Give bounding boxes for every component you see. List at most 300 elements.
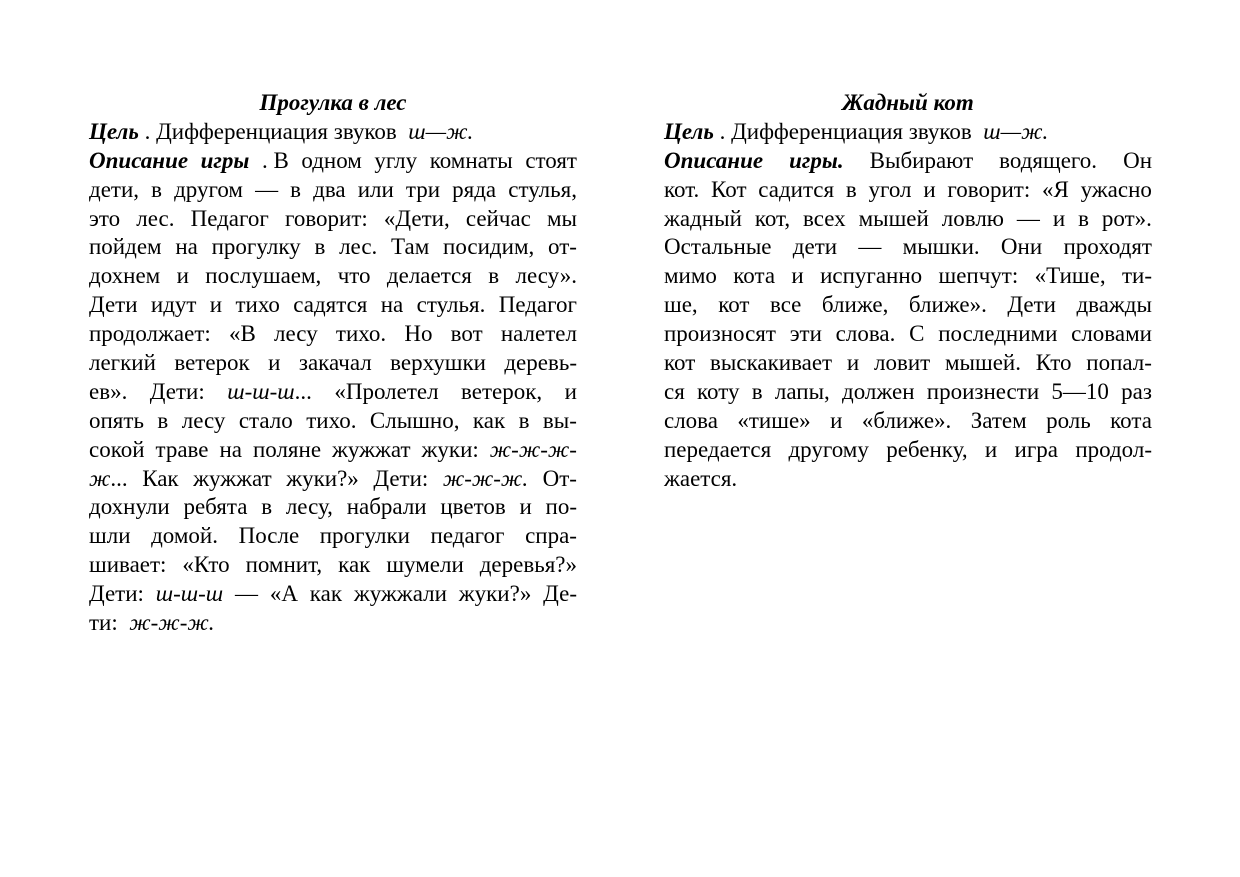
word-group — [1123, 147, 1152, 176]
word: спра- — [525, 523, 577, 549]
word: другому — [788, 436, 869, 462]
word-group — [290, 176, 301, 205]
word: . В — [261, 147, 289, 173]
word-group — [89, 436, 145, 465]
word-group — [182, 407, 226, 436]
word-group — [862, 407, 951, 436]
word: Описание — [89, 147, 189, 173]
word-group — [89, 320, 211, 349]
word: последними — [938, 321, 1058, 347]
word-group — [999, 147, 1097, 176]
word: Он — [1123, 147, 1152, 173]
word-group — [788, 436, 868, 465]
word: ребята — [183, 494, 248, 520]
word-group — [370, 407, 460, 436]
word: Кот — [711, 176, 747, 202]
word: и — [519, 494, 532, 520]
word: жуки?» — [286, 465, 359, 491]
word: и — [176, 263, 189, 289]
word: мышей. — [944, 350, 1021, 376]
word-group — [183, 493, 247, 522]
word: на — [175, 234, 198, 260]
right-text-line — [664, 378, 1152, 407]
word: раз — [1121, 378, 1152, 404]
word-group — [473, 407, 505, 436]
word-group — [1102, 205, 1152, 234]
word-group — [299, 349, 372, 378]
word: «Пролетел — [334, 378, 439, 404]
word: лесу — [274, 321, 318, 347]
word: на — [219, 436, 242, 462]
word-group — [903, 233, 980, 262]
word-group — [235, 580, 258, 609]
word-group — [150, 378, 205, 407]
word: ужасно — [1080, 176, 1152, 202]
word-group — [791, 262, 803, 291]
word: в — [151, 176, 162, 202]
word-group — [354, 580, 447, 609]
word: в — [290, 176, 302, 202]
word: Они — [1000, 234, 1043, 260]
word-group — [239, 407, 293, 436]
left-text-line — [89, 522, 577, 551]
word-group — [89, 262, 160, 291]
word: пойдем — [89, 234, 162, 260]
word: стоят — [525, 147, 577, 173]
word-group — [846, 176, 857, 205]
word-group — [89, 465, 128, 494]
left-goal-label: Цель — [89, 118, 139, 144]
word: — — [858, 234, 882, 260]
word-group — [384, 205, 450, 234]
word-group — [822, 291, 888, 320]
word-group — [89, 609, 124, 638]
word-group — [431, 522, 505, 551]
word-group — [461, 378, 542, 407]
word: слова. — [835, 321, 896, 347]
word-group — [151, 176, 162, 205]
word: педагог — [430, 523, 505, 549]
word: водящего. — [999, 147, 1098, 173]
right-body-text — [664, 147, 1152, 494]
word-group — [886, 436, 967, 465]
left-goal-line — [89, 118, 577, 147]
word: ше, — [664, 292, 698, 318]
word-group — [89, 291, 138, 320]
word-group — [89, 205, 120, 234]
word: сокой — [89, 436, 145, 462]
word: на — [380, 292, 404, 318]
word: «ближе». — [861, 407, 952, 433]
word: Де- — [543, 581, 577, 607]
word: в — [518, 407, 530, 433]
word-group — [664, 205, 742, 234]
word-group — [404, 320, 432, 349]
word: и — [268, 350, 281, 376]
word-group — [443, 465, 528, 494]
word-group — [301, 147, 361, 176]
word: жуки: — [421, 436, 479, 462]
word-group — [268, 349, 280, 378]
right-goal-sounds: ш—ж. — [983, 118, 1049, 144]
word: в — [488, 263, 500, 289]
word: мимо — [664, 263, 717, 289]
word: в — [845, 176, 857, 202]
word: мышки. — [902, 234, 980, 260]
word: и — [1052, 205, 1066, 231]
word-group — [201, 147, 250, 176]
word-group — [339, 233, 377, 262]
word-group — [151, 291, 197, 320]
word-group — [358, 176, 394, 205]
word: ребенку, — [886, 436, 968, 462]
word-group — [939, 262, 1019, 291]
word: все — [769, 292, 802, 318]
word: садятся — [293, 292, 368, 318]
word: дохнули — [89, 494, 170, 520]
word-group — [938, 320, 1057, 349]
left-text-line — [89, 436, 577, 465]
right-text-line — [664, 436, 1152, 465]
word: Описание — [664, 147, 764, 173]
word-group — [261, 493, 272, 522]
word: жужжали — [353, 581, 447, 607]
word-group — [1078, 205, 1089, 234]
word-group — [758, 176, 834, 205]
word-group — [306, 407, 356, 436]
word: как — [309, 581, 342, 607]
word-group — [262, 147, 289, 176]
word: Слышно, — [369, 407, 460, 433]
word-group — [386, 551, 463, 580]
word-group — [1035, 262, 1106, 291]
word: шумели — [386, 552, 464, 578]
word: говорит: — [284, 205, 368, 231]
right-text-line — [664, 147, 1152, 176]
word: стало — [238, 407, 293, 433]
word-group — [718, 291, 749, 320]
word: налетел — [500, 321, 577, 347]
word: ш-ш-ш — [155, 581, 224, 607]
word: продол- — [1075, 436, 1152, 462]
word-group — [664, 349, 695, 378]
word: как — [472, 407, 506, 433]
word: в — [1078, 205, 1089, 231]
word: тихо — [235, 292, 280, 318]
word: Выбирают — [869, 147, 974, 173]
word: и — [923, 176, 936, 202]
word: Но — [404, 321, 433, 347]
word-group — [1076, 291, 1152, 320]
word: слова — [664, 407, 718, 433]
word: Педагог — [190, 205, 269, 231]
word-group — [847, 349, 859, 378]
word-group — [156, 580, 223, 609]
word: траве — [155, 436, 209, 462]
word-group — [347, 493, 427, 522]
left-goal-sounds: ш—ж. — [408, 118, 474, 144]
left-text-line — [89, 609, 577, 638]
word-group — [293, 291, 367, 320]
word-group — [406, 176, 440, 205]
word-group — [156, 436, 209, 465]
word-group — [1071, 320, 1152, 349]
word-group — [543, 580, 577, 609]
word: Педагог — [498, 292, 577, 318]
word-group — [664, 465, 743, 494]
word-group — [803, 205, 846, 234]
word: цветов — [440, 494, 506, 520]
word-group — [174, 176, 243, 205]
word: мышей — [858, 205, 929, 231]
word-group — [334, 378, 438, 407]
word: что — [337, 263, 371, 289]
word: тихо. — [306, 407, 357, 433]
word: стулья, — [508, 176, 577, 202]
word: кота — [733, 263, 776, 289]
word: Затем — [970, 407, 1027, 433]
word: эти — [789, 321, 822, 347]
word: Остальные — [664, 234, 772, 260]
word: дети, — [89, 176, 140, 202]
word: идут — [150, 292, 197, 318]
word: выскакивает — [710, 350, 833, 376]
word: передается — [664, 436, 772, 462]
word-group — [711, 176, 746, 205]
word-group — [490, 436, 577, 465]
word-group — [89, 176, 139, 205]
word-group — [1051, 378, 1109, 407]
right-text-line — [664, 205, 1152, 234]
word-group — [1007, 291, 1056, 320]
word: продолжает: — [89, 321, 211, 347]
word-group — [89, 407, 144, 436]
word: посидим, — [443, 234, 535, 260]
word-group — [793, 233, 837, 262]
left-text-line — [89, 262, 577, 291]
word: словами — [1071, 321, 1152, 347]
word-group — [1015, 436, 1058, 465]
word-group — [89, 522, 131, 551]
left-text-line — [89, 320, 577, 349]
word: «Дети, — [383, 205, 450, 231]
word: кот, — [754, 205, 791, 231]
word: ветерок — [174, 350, 250, 376]
word: рот». — [1101, 205, 1152, 231]
word: в — [261, 494, 273, 520]
right-text-line — [664, 465, 1152, 494]
word-group — [89, 551, 166, 580]
word-group — [752, 378, 763, 407]
right-text-line — [664, 291, 1152, 320]
word-group — [229, 320, 256, 349]
word-group — [1081, 176, 1152, 205]
left-text-line — [89, 349, 577, 378]
word-group — [525, 147, 577, 176]
word: жуки?» — [458, 581, 532, 607]
word: дважды — [1076, 292, 1152, 318]
word: от- — [548, 234, 577, 260]
word: лесу, — [285, 494, 333, 520]
word: ... — [294, 378, 312, 404]
word: мы — [546, 205, 577, 231]
word-group — [836, 320, 896, 349]
word-group — [430, 147, 513, 176]
word: кота — [1110, 407, 1152, 433]
word: коту — [697, 378, 740, 404]
word: кот — [664, 350, 696, 376]
word-group — [387, 262, 472, 291]
word: и — [846, 350, 860, 376]
word-group — [451, 320, 483, 349]
word-group — [664, 291, 698, 320]
word: испуганно — [820, 263, 923, 289]
word-group — [466, 205, 531, 234]
word-group — [927, 378, 1039, 407]
left-text-line — [89, 176, 577, 205]
word: — — [235, 581, 258, 607]
left-goal-text: . Дифференциация звуков — [144, 118, 397, 144]
word: прогулки — [319, 523, 410, 549]
word-group — [909, 320, 924, 349]
word-group — [945, 349, 1021, 378]
word-group — [422, 436, 479, 465]
word-group — [390, 349, 486, 378]
word-group — [338, 551, 370, 580]
word: — — [255, 176, 279, 202]
word-group — [191, 205, 269, 234]
word-group — [480, 551, 577, 580]
word: это — [89, 205, 121, 231]
word: «А — [269, 581, 298, 607]
word-group — [1017, 205, 1040, 234]
word-group — [89, 378, 127, 407]
left-body-text — [89, 147, 577, 638]
word-group — [136, 205, 174, 234]
word: игры — [200, 147, 250, 173]
word-group — [239, 522, 300, 551]
word: дети — [792, 234, 838, 260]
word-group — [525, 522, 577, 551]
word: и — [209, 292, 223, 318]
word-group — [519, 493, 531, 522]
word: вот — [450, 321, 483, 347]
word-group — [274, 320, 318, 349]
word: жужжат — [193, 465, 272, 491]
word: садится — [758, 176, 835, 202]
right-goal-text: . Дифференциация звуков — [719, 118, 972, 144]
left-title: Прогулка в лес — [259, 90, 407, 115]
word-group — [205, 262, 321, 291]
word: кот — [718, 292, 750, 318]
right-text-line — [664, 407, 1152, 436]
word-group — [790, 320, 822, 349]
word-group — [193, 465, 272, 494]
word-group — [151, 522, 218, 551]
word: говорит: — [947, 176, 1031, 202]
word: по- — [545, 494, 577, 520]
word: деревь- — [504, 350, 577, 376]
word: Как — [142, 465, 179, 491]
word: ти- — [1121, 263, 1152, 289]
word: углу — [374, 147, 418, 173]
word-group — [870, 147, 973, 176]
word: «Я — [1041, 176, 1069, 202]
word: роль — [1046, 407, 1091, 433]
right-text-line — [664, 233, 1152, 262]
right-text-line — [664, 320, 1152, 349]
word-group — [177, 262, 189, 291]
word: — — [1016, 205, 1040, 231]
word-group — [519, 407, 530, 436]
word: лесу — [181, 407, 226, 433]
word-group — [89, 233, 162, 262]
word-group — [89, 147, 188, 176]
word-group — [664, 378, 685, 407]
word-group — [789, 147, 844, 176]
word-group — [235, 291, 279, 320]
word-group — [664, 176, 699, 205]
word: Кто — [1035, 350, 1072, 376]
word: ж-ж-ж- — [489, 436, 577, 462]
word-group — [332, 436, 411, 465]
word-group — [1075, 436, 1152, 465]
word: шли — [89, 523, 131, 549]
word: проходят — [1063, 234, 1152, 260]
word-group — [285, 205, 368, 234]
word: легкий — [89, 350, 156, 376]
word: ж — [89, 465, 111, 491]
word: поляне — [252, 436, 322, 462]
word-group — [210, 291, 222, 320]
left-text-line — [89, 378, 577, 407]
word-group — [516, 262, 578, 291]
left-column — [89, 89, 577, 638]
left-text-line — [89, 147, 577, 176]
word-group — [985, 436, 997, 465]
word-group — [710, 349, 832, 378]
word: прогулку — [211, 234, 301, 260]
word: От- — [542, 465, 577, 491]
word-group — [909, 291, 987, 320]
word: лес. — [339, 234, 378, 260]
word: и — [791, 263, 804, 289]
word-group — [253, 436, 321, 465]
word-group — [440, 493, 505, 522]
word: и — [564, 378, 577, 404]
word: ближе, — [821, 292, 889, 318]
word-group — [543, 465, 577, 494]
word: вы- — [542, 407, 577, 433]
word-group — [488, 262, 499, 291]
word: два — [313, 176, 346, 202]
word-group — [255, 176, 278, 205]
right-text-line — [664, 262, 1152, 291]
word-group — [246, 551, 323, 580]
word-group — [227, 378, 312, 407]
word-group — [548, 233, 577, 262]
word: в — [751, 378, 763, 404]
left-text-line — [89, 551, 577, 580]
word: закачал — [298, 350, 372, 376]
left-text-line — [89, 493, 577, 522]
word: «тише» — [737, 407, 811, 433]
word-group — [314, 233, 325, 262]
word-group — [336, 320, 386, 349]
word: ж-ж-ж. — [442, 465, 529, 491]
word-group — [89, 493, 170, 522]
word-group — [374, 147, 417, 176]
